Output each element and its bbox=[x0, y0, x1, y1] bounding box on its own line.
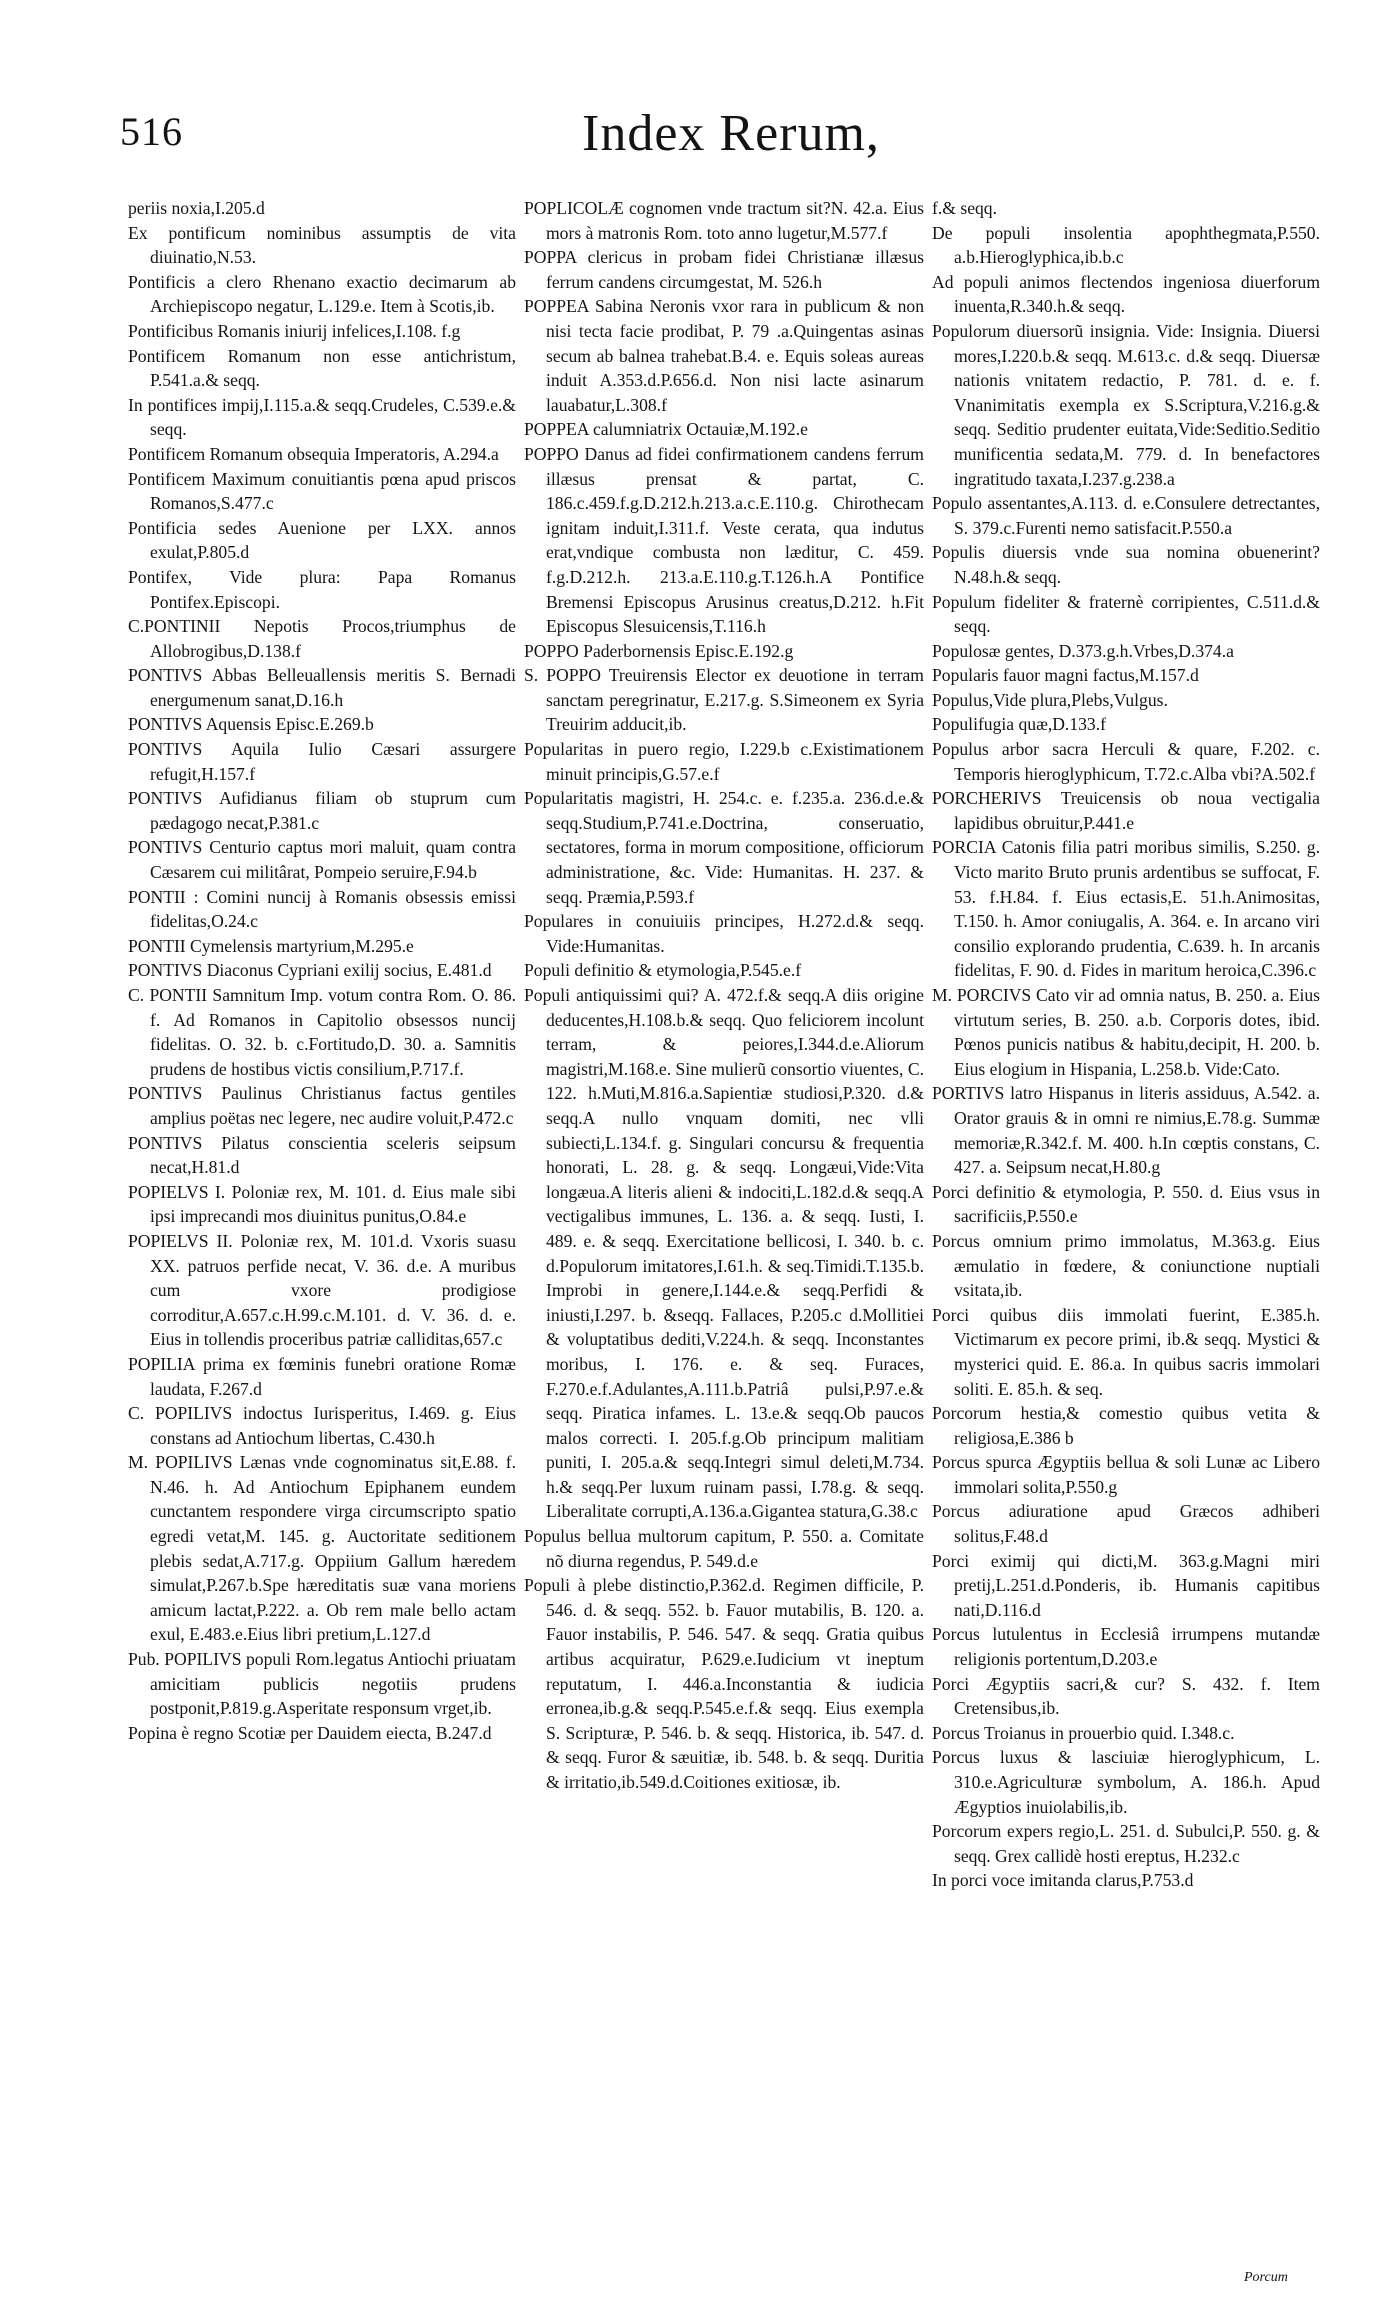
index-entry: Populus bellua multorum capitum, P. 550. a. Comitate nõ diurna regendus, P. 549.d.e bbox=[524, 1526, 924, 1571]
index-entry: POPPA clericus in probam fidei Christianæ illæsus ferrum candens circumgestat, M. 526.h bbox=[524, 247, 924, 292]
index-entry: Pontificem Romanum obsequia Imperatoris, A.294.a bbox=[128, 443, 499, 464]
page-number: 516 bbox=[120, 109, 183, 154]
index-entry: PORCHERIVS Treuicensis ob noua vectigalia lapidibus obruitur,P.441.e bbox=[932, 788, 1320, 833]
index-entry: Pontifex, Vide plura: Papa Romanus Pontifex.Episcopi. bbox=[128, 566, 516, 612]
index-entry: Porcus Troianus in prouerbio quid. I.348.c. bbox=[932, 1722, 1235, 1743]
index-entry: PONTIVS Paulinus Christianus factus gentiles amplius poëtas nec legere, nec audire voluit,P.472.c bbox=[128, 1083, 516, 1128]
index-entry: De populi insolentia apophthegmata,P.550. a.b.Hieroglyphica,ib.b.c bbox=[932, 222, 1320, 268]
index-entry: Popularitatis magistri, H. 254.c. e. f.235.a. 236.d.e.& seqq.Studium,P.741.e.Doctrina, conseruatio, sectatores, forma in morum compositione, officiorum administratione, &c. Vide: Humanitas. H. 237. & seqq. Præmia,P.593.f bbox=[524, 788, 924, 907]
index-entry: POPLICOLÆ cognomen vnde tractum sit?N. 42.a. Eius mors à matronis Rom. toto anno lugetur,M.577.f bbox=[524, 198, 924, 243]
index-entry: Pontificis a clero Rhenano exactio decimarum ab Archiepiscopo negatur, L.129.e. Item à Scotis,ib. bbox=[128, 271, 516, 317]
index-entry: PONTIVS Aquensis Episc.E.269.b bbox=[128, 714, 374, 735]
index-entry: Populosæ gentes, D.373.g.h.Vrbes,D.374.a bbox=[932, 640, 1234, 661]
index-entry: PONTIVS Aufidianus filiam ob stuprum cum pædagogo necat,P.381.c bbox=[128, 788, 516, 833]
index-entry: Populifugia quæ,D.133.f bbox=[932, 714, 1106, 735]
index-entry: Populus arbor sacra Herculi & quare, F.202. c. Temporis hieroglyphicum, T.72.c.Alba vbi?A.502.f bbox=[932, 739, 1320, 784]
index-entry: periis noxia,I.205.d bbox=[128, 198, 265, 218]
index-entry: POPPO Paderbornensis Episc.E.192.g bbox=[524, 640, 794, 661]
index-entry: PONTII Cymelensis martyrium,M.295.e bbox=[128, 935, 414, 956]
index-entry: Populi definitio & etymologia,P.545.e.f bbox=[524, 960, 802, 981]
index-entry: Porcorum hestia,& comestio quibus vetita & religiosa,E.386 b bbox=[932, 1403, 1320, 1448]
index-column-left bbox=[128, 196, 516, 1745]
index-entry: Ad populi animos flectendos ingeniosa diuerforum inuenta,R.340.h.& seqq. bbox=[932, 271, 1320, 317]
index-entry: Populares in conuiuiis principes, H.272.d.& seqq. Vide:Humanitas. bbox=[524, 911, 924, 956]
index-entry: PONTIVS Abbas Belleuallensis meritis S. Bernadi energumenum sanat,D.16.h bbox=[128, 665, 516, 710]
index-entry: Pontificibus Romanis iniurij infelices,I.108. f.g bbox=[128, 320, 461, 341]
index-entry: POPIELVS II. Poloniæ rex, M. 101.d. Vxoris suasu XX. patruos perfide necat, V. 36. d.e. A muribus cum vxore prodigiose corroditur,A.657.c.H.99.c.M.101. d. V. 36. d. e. Eius in tollendis proceribus patriæ calliditas,657.c bbox=[128, 1230, 516, 1350]
running-title: Index Rerum, bbox=[582, 105, 880, 162]
index-entry: Porcorum expers regio,L. 251. d. Subulci,P. 550. g. & seqq. Grex callidè hosti ereptus, H.232.c bbox=[932, 1821, 1320, 1866]
index-entry: Porci quibus diis immolati fuerint, E.385.h. Victimarum ex pecore primi, ib.& seqq. Mystici & mysterici quid. E. 86.a. In quibus sacris immolari soliti. E. 85.h. & seq. bbox=[932, 1304, 1320, 1399]
index-column-right bbox=[932, 196, 1320, 1893]
index-entry: Populum fideliter & fraternè corripientes, C.511.d.& seqq. bbox=[932, 591, 1320, 637]
index-entry: C. POPILIVS indoctus Iurisperitus, I.469. g. Eius constans ad Antiochum libertas, C.430.h bbox=[128, 1403, 516, 1448]
index-entry: In pontifices impij,I.115.a.& seqq.Crudeles, C.539.e.& seqq. bbox=[128, 394, 516, 440]
index-entry: PONTIVS Pilatus conscientia sceleris seipsum necat,H.81.d bbox=[128, 1132, 516, 1178]
index-entry: Porci eximij qui dicti,M. 363.g.Magni miri pretij,L.251.d.Ponderis, ib. Humanis capitibus nati,D.116.d bbox=[932, 1550, 1320, 1620]
index-entry: POPPEA Sabina Neronis vxor rara in publicum & non nisi tecta facie prodibat, P. 79 .a.Quingentas asinas secum ab balnea trahebat.B.4. e. Equis soleas aureas induit A.353.d.P.656.d. Non nisi lacte asinarum lauabatur,L.308.f bbox=[524, 296, 924, 415]
index-entry: Popularis fauor magni factus,M.157.d bbox=[932, 665, 1199, 686]
index-entry: POPILIA prima ex fœminis funebri oratione Romæ laudata, F.267.d bbox=[128, 1353, 516, 1399]
index-entry: Populorum diuersorũ insignia. Vide: Insignia. Diuersi mores,I.220.b.& seqq. M.613.c. d.& seqq. Diuersæ nationis vnitatem redactio, P. 781. d. e. f. Vnanimitatis exempla ex S.Scriptura,V.216.g.& seqq. Seditio prudenter euitata,Vide:Seditio.Seditio munificentia sedata,M. 779. d. In benefactores ingratitudo taxata,I.237.g.238.a bbox=[932, 320, 1320, 489]
index-entry: S. POPPO Treuirensis Elector ex deuotione in terram sanctam peregrinatur, E.217.g. S.Simeonem ex Syria Treuirim adducit,ib. bbox=[524, 665, 924, 735]
index-entry: Porcus spurca Ægyptiis bellua & soli Lunæ ac Libero immolari solita,P.550.g bbox=[932, 1452, 1320, 1497]
index-column-middle bbox=[524, 196, 924, 1795]
index-entry: PONTIVS Diaconus Cypriani exilij socius, E.481.d bbox=[128, 960, 492, 981]
index-entry: Porcus lutulentus in Ecclesiâ irrumpens mutandæ religionis portentum,D.203.e bbox=[932, 1624, 1320, 1670]
index-entry: Pontificia sedes Auenione per LXX. annos exulat,P.805.d bbox=[128, 517, 516, 563]
index-entry: Populo assentantes,A.113. d. e.Consulere detrectantes, S. 379.c.Furenti nemo satisfacit.P.550.a bbox=[932, 493, 1320, 538]
index-entry: Pontificem Romanum non esse antichristum, P.541.a.& seqq. bbox=[128, 345, 516, 391]
index-entry: Populi antiquissimi qui? A. 472.f.& seqq.A diis origine deducentes,H.108.b.& seqq. Quo feliciorem incolunt terram, & peiores,I.344.d.e.Aliorum magistri,M.168.e. Sine mulierũ consortio viuentes, C. 122. h.Muti,M.816.a.Sapientiæ studiosi,P.320. d.& seqq.A nullo vnquam domiti, nec vlli subiecti,L.134.f. g. Singulari concursu & frequentia honorati, L. 28. g. & seqq. Longæui,Vide:Vita longæua.A literis alieni & indociti,L.182.d.& seqq.A vectigalibus immunes, L. 136. a. & seqq. Iusti, I. 489. e. & seqq. Exercitatione bellicosi, I. 340. b. c. d.Populorum imitatores,I.61.h. & seq.Timidi.T.135.b. Improbi in genere,I.144.e.& seqq.Perfidi & iniusti,I.297. b. &seqq. Fallaces, P.205.c d.Mollitiei & voluptatibus dediti,V.224.h. & seqq. Inconstantes moribus, I. 176. e. & seq. Furaces, F.270.e.f.Adulantes,A.111.b.Patriâ pulsi,P.97.e.& seqq. Piratica infames. L. 13.e.& seqq.Ob paucos malos correcti. I. 205.f.g.Ob principum malitiam puniti, I. 205.a.& seqq.Integri simul deleti,M.734. h.& seqq.Per luxum ruinam passi, I.78.g. & seqq. Liberalitate corrupti,A.136.a.Gigantea statura,G.38.c bbox=[524, 985, 924, 1522]
index-entry: Populis diuersis vnde sua nomina obuenerint? N.48.h.& seqq. bbox=[932, 542, 1320, 587]
index-entry: POPPEA calumniatrix Octauiæ,M.192.e bbox=[524, 419, 808, 440]
index-entry: Porci Ægyptiis sacri,& cur? S. 432. f. Item Cretensibus,ib. bbox=[932, 1673, 1320, 1719]
index-entry: Populi à plebe distinctio,P.362.d. Regimen difficile, P. 546. d. & seqq. 552. b. Fauor mutabilis, B. 120. a. Fauor instabilis, P. 546. 547. & seqq. Gratia quibus artibus acquiratur, P.629.e.Iudicium vt ineptum reputatum, I. 446.a.Inconstantia & iudicia erronea,ib.g.& seqq.P.545.e.f.& seqq. Eius exempla S. Scripturæ, P. 546. b. & seqq. Historica, ib. 547. d. & seqq. Furor & sæuitiæ, ib. 548. b. & seqq. Duritia & irritatio,ib.549.d.Coitiones exitiosæ, ib. bbox=[524, 1575, 924, 1792]
index-entry: Porcus adiuratione apud Græcos adhiberi solitus,F.48.d bbox=[932, 1501, 1320, 1547]
index-entry: Popina è regno Scotiæ per Dauidem eiecta, B.247.d bbox=[128, 1722, 492, 1743]
index-entry: C. PONTII Samnitum Imp. votum contra Rom. O. 86. f. Ad Romanos in Capitolio obsessos nuncij fidelitas. O. 32. b. c.Fortitudo,D. 30. a. Samnitis prudens de hostibus victis consilium,P.717.f. bbox=[128, 985, 516, 1079]
index-entry: PONTIVS Centurio captus mori maluit, quam contra Cæsarem cui militârat, Pompeio seruire,F.94.b bbox=[128, 837, 516, 883]
index-entry: C.PONTINII Nepotis Procos,triumphus de Allobrogibus,D.138.f bbox=[128, 616, 516, 661]
index-entry: In porci voce imitanda clarus,P.753.d bbox=[932, 1870, 1194, 1891]
index-entry: Pontificem Maximum conuitiantis pœna apud priscos Romanos,S.477.c bbox=[128, 468, 516, 514]
index-entry: PORTIVS latro Hispanus in literis assiduus, A.542. a. Orator grauis & in omni re nimius,E.78.g. Summæ memoriæ,R.342.f. M. 400. h.In cœptis constans, C. 427. a. Seipsum necat,H.80.g bbox=[932, 1083, 1320, 1178]
index-entry: Populus,Vide plura,Plebs,Vulgus. bbox=[932, 689, 1168, 710]
index-entry: Porcus omnium primo immolatus, M.363.g. Eius æmulatio in fœdere, & coniunctione nuptiali vsitata,ib. bbox=[932, 1230, 1320, 1301]
index-entry: POPPO Danus ad fidei confirmationem candens ferrum illæsus prensat & partat, C. 186.c.459.f.g.D.212.h.213.a.c.E.110.g. Chirothecam ignitam induit,I.311.f. Veste cerata, qua indutus erat,vndique combusta non læditur, C. 459. f.g.D.212.h. 213.a.E.110.g.T.126.h.A Pontifice Bremensi Episcopus Arusinus creatus,D.212. h.Fit Episcopus Slesuicensis,T.116.h bbox=[524, 443, 924, 637]
index-entry: M. POPILIVS Lænas vnde cognominatus sit,E.88. f. N.46. h. Ad Antiochum Epiphanem eundem cunctantem respondere virga circumscripto spatio egredi vetat,M. 145. g. Auctoritate seditionem plebis sedat,A.717.g. Oppiium Gallum hæredem simulat,P.267.b.Spe hæreditatis suæ vana moriens amicum lactat,P.222. a. Ob rem male bello actam exul, E.483.e.Eius libri pretium,L.127.d bbox=[128, 1452, 516, 1645]
index-entry: M. PORCIVS Cato vir ad omnia natus, B. 250. a. Eius virtutum series, B. 250. a.b. Corporis dotes, ibid. Pœnos punicis natibus & habitu,decipit, H. 200. b. Eius elogium in Hispania, L.258.b. Vide:Cato. bbox=[932, 985, 1320, 1079]
catchword: Porcum bbox=[1244, 2270, 1288, 2285]
index-entry: PORCIA Catonis filia patri moribus similis, S.250. g. Victo marito Bruto prunis ardentibus se suffocat, F. 53. f.H.84. f. Eius ectasis,E. 51.h.Animositas, T.150. h. Amor coniugalis, A. 364. e. In arcano viri consilio explorando prudentia, C.639. h. In arcanis fidelitas, F. 90. d. Fides in maritum heroica,C.396.c bbox=[932, 837, 1320, 981]
index-entry: Ex pontificum nominibus assumptis de vita diuinatio,N.53. bbox=[128, 222, 516, 268]
index-entry: Pub. POPILIVS populi Rom.legatus Antiochi priuatam amicitiam publicis negotiis prudens postponit,P.819.g.Asperitate responsum vrget,ib. bbox=[128, 1649, 516, 1719]
index-entry: PONTIVS Aquila Iulio Cæsari assurgere refugit,H.157.f bbox=[128, 739, 516, 784]
index-entry: f.& seqq. bbox=[932, 198, 997, 218]
index-entry: Porcus luxus & lasciuiæ hieroglyphicum, L. 310.e.Agriculturæ symbolum, A. 186.h. Apud Ægyptios inuiolabilis,ib. bbox=[932, 1747, 1320, 1817]
index-entry: Popularitas in puero regio, I.229.b c.Existimationem minuit principis,G.57.e.f bbox=[524, 739, 924, 784]
index-entry: POPIELVS I. Poloniæ rex, M. 101. d. Eius male sibi ipsi imprecandi mos diuinitus punitus,O.84.e bbox=[128, 1181, 516, 1227]
index-entry: PONTII : Comini nuncij à Romanis obsessis emissi fidelitas,O.24.c bbox=[128, 886, 516, 932]
index-entry: Porci definitio & etymologia, P. 550. d. Eius vsus in sacrificiis,P.550.e bbox=[932, 1181, 1320, 1227]
